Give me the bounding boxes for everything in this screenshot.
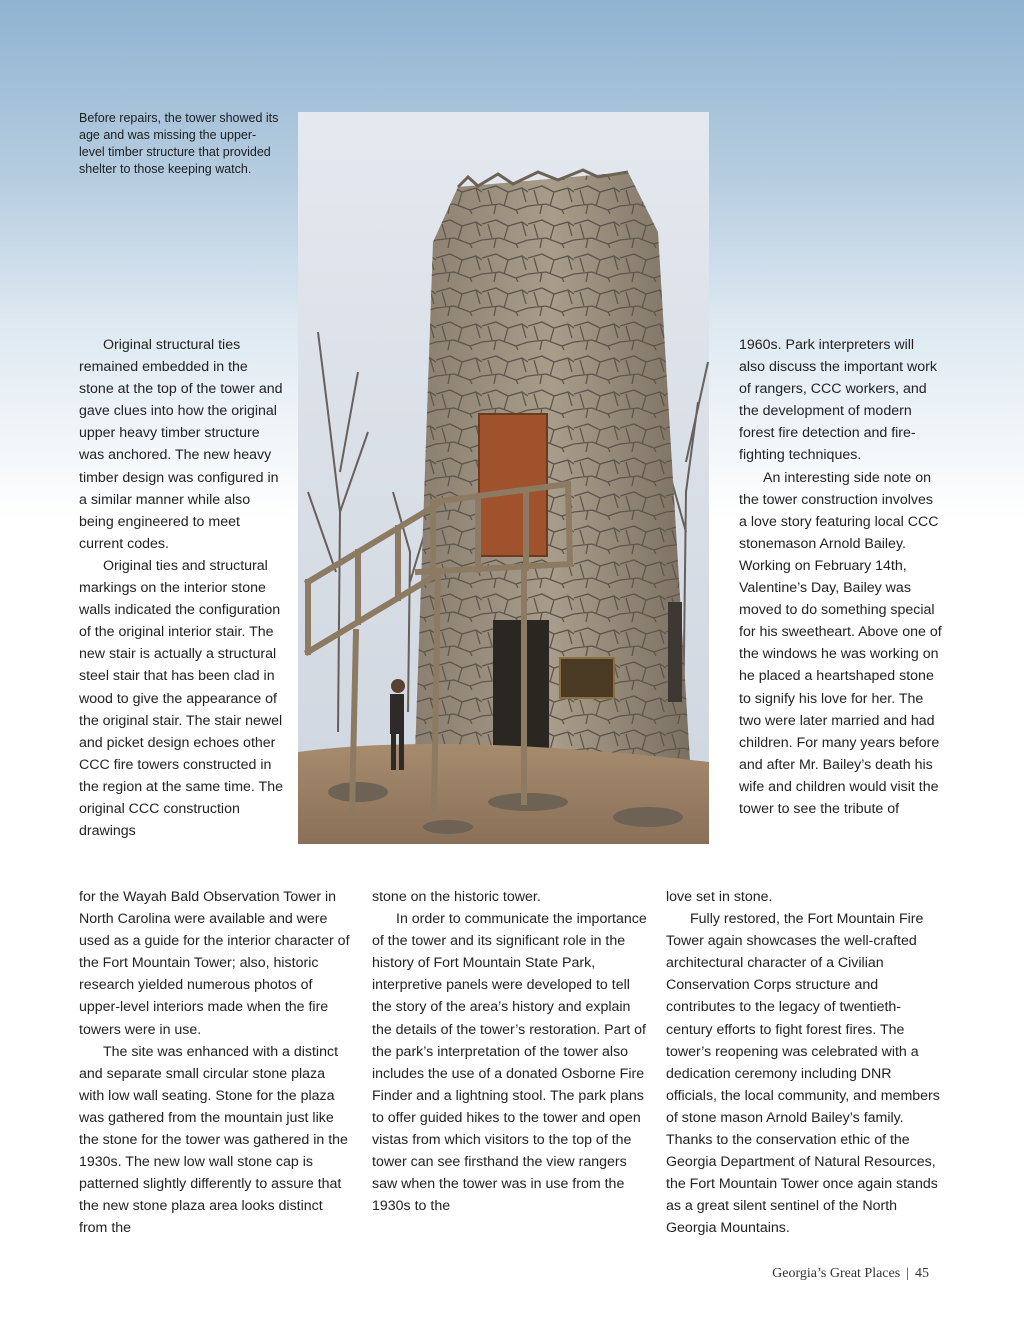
photo-caption: Before repairs, the tower showed its age and was missing the upper-level timber structure that provided shelter to those keeping watch. <box>79 111 279 176</box>
plaque-icon <box>560 658 614 698</box>
left-column-bottom <box>79 886 354 1240</box>
paragraph: love set in stone. <box>666 889 773 905</box>
paragraph: In order to communicate the importance of the tower and its significant role in the history of Fort Mountain State Park, interpretive panels were developed to tell the story of the area’s history and explain the details of the tower’s restoration. Part of the park’s interpretation of the tower also includes the use of a donated Osborne Fire Finder and a lightning stool. The park plans to offer guided hikes to the tower and open vistas from which visitors to the top of the tower can see firsthand the view rangers saw when the tower was in use from the 1930s to the <box>372 911 647 1215</box>
paragraph: stone on the historic tower. <box>372 889 541 905</box>
publication-title: Georgia’s Great Places <box>772 1266 901 1281</box>
paragraph: Fully restored, the Fort Mountain Fire Tower again showcases the well-crafted architectural character of a Civilian Conservation Corps structure and contributes to the legacy of twentieth-century efforts to fight forest fires. The tower’s reopening was celebrated with a dedication ceremony including DNR officials, the local community, and members of stone mason Arnold Bailey’s family. Thanks to the conservation ethic of the Georgia Department of Natural Resources, the Fort Mountain Tower once again stands as a great silent sentinel of the North Georgia Mountains. <box>666 911 940 1237</box>
right-column-top <box>739 334 944 820</box>
page-footer <box>772 1266 929 1282</box>
paragraph: An interesting side note on the tower construction involves a love story featuring local CCC stonemason Arnold Bailey. Working on February 14th, Valentine’s Day, Bailey was moved to do something special for his sweetheart. Above one of the windows he was working on he placed a heartshaped stone to signify his love for her. The two were later married and had children. For many years before and after Mr. Bailey’s death his wife and children would visit the tower to see the tribute of <box>739 469 942 817</box>
footer-separator: | <box>906 1266 909 1281</box>
paragraph: for the Wayah Bald Observation Tower in North Carolina were available and were used as a guide for the interior character of the Fort Mountain Tower; also, historic research yielded numerous photos of upper-level interiors made when the fire towers were in use. <box>79 889 350 1038</box>
page-number: 45 <box>915 1266 929 1281</box>
middle-column <box>372 886 647 1217</box>
paragraph: The site was enhanced with a distinct and separate small circular stone plaza with low wall seating. Stone for the plaza was gathered from the mountain just like the stone for the tower was gathered in the 1930s. The new low wall stone cap is patterned slightly differently to assure that the new stone plaza area looks distinct from the <box>79 1043 348 1237</box>
fire-tower-photo <box>298 112 709 844</box>
left-column-top <box>79 334 284 842</box>
right-column-bottom <box>666 886 946 1240</box>
paragraph: Original structural ties remained embedded in the stone at the top of the tower and gave clues into how the original upper heavy timber structure was anchored. The new heavy timber design was configured in a similar manner while also being engineered to meet current codes. <box>79 337 283 552</box>
paragraph: 1960s. Park interpreters will also discuss the important work of rangers, CCC workers, and the development of modern forest fire detection and fire-fighting techniques. <box>739 337 937 464</box>
paragraph: Original ties and structural markings on the interior stone walls indicated the configuration of the original interior stair. The new stair is actually a structural steel stair that has been clad in wood to give the appearance of the original stair. The stair newel and picket design echoes other CCC fire towers constructed in the region at the same time. The original CCC construction drawings <box>79 557 283 840</box>
